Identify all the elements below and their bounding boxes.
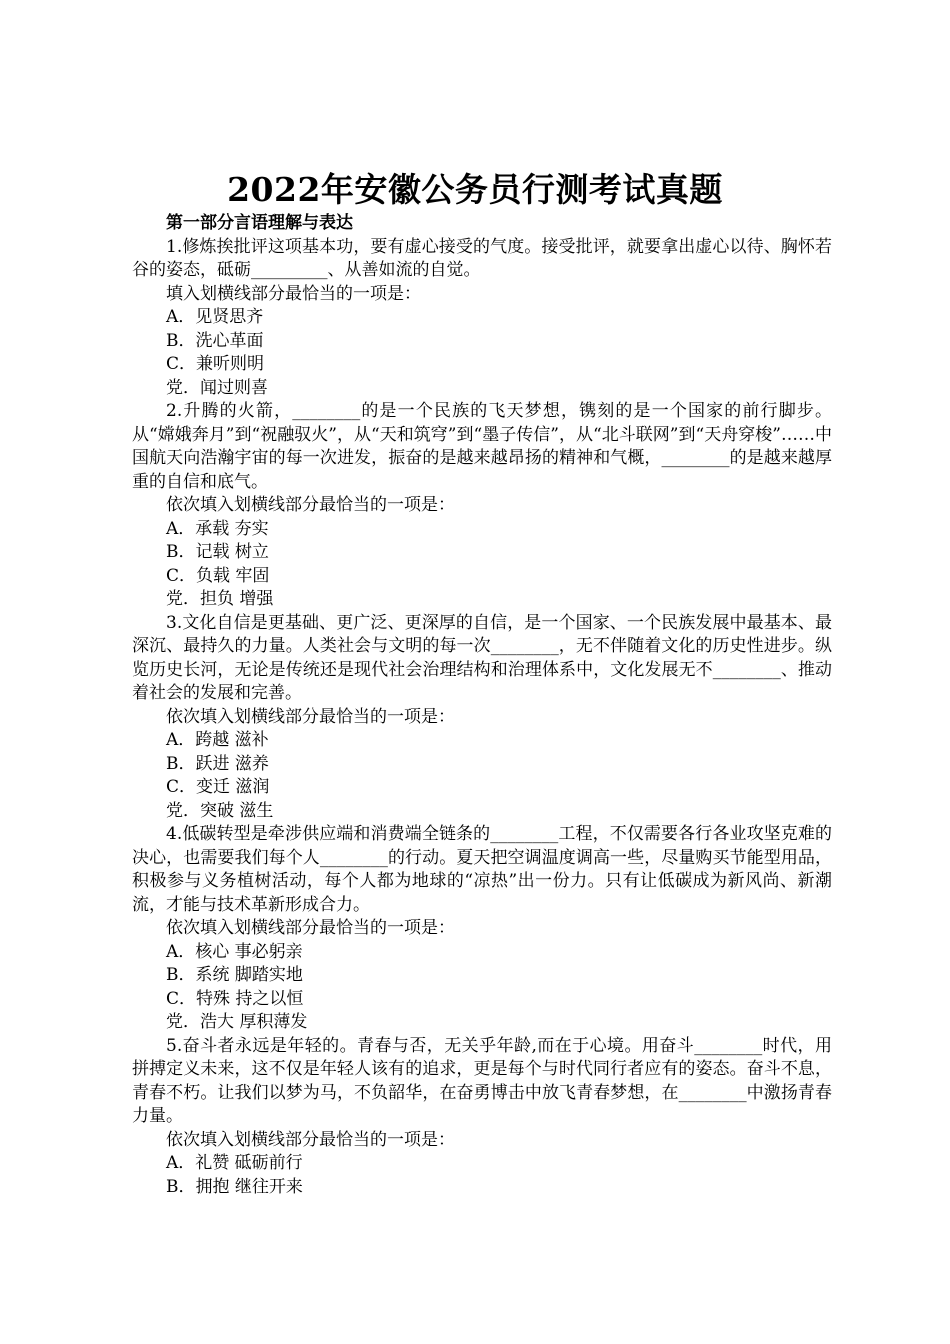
- section-heading: 第一部分言语理解与表达: [166, 213, 353, 233]
- question-4: [132, 823, 832, 1035]
- question-prompt: 依次填入划横线部分最恰当的一项是：: [166, 1129, 455, 1150]
- option-a: A．承载 夯实: [166, 518, 269, 539]
- option-c: C．兼听则明: [166, 354, 265, 374]
- option-d: 党．突破 滋生: [166, 800, 274, 821]
- option-c: C．特殊 持之以恒: [166, 988, 304, 1009]
- option-b: B．记载 树立: [166, 542, 269, 562]
- question-prompt: 填入划横线部分最恰当的一项是：: [166, 283, 421, 304]
- document-body: [132, 212, 832, 1199]
- question-prompt: 依次填入划横线部分最恰当的一项是：: [166, 918, 455, 938]
- option-a: A．见贤思齐: [166, 307, 264, 327]
- question-3: [132, 612, 832, 824]
- option-a: A．核心 事必躬亲: [166, 941, 303, 962]
- question-stem: 1.修炼挨批评这项基本功，要有虚心接受的气度。接受批评，就要拿出虚心以待、胸怀若谷的姿态，砥砺_________、从善如流的自觉。: [132, 236, 832, 280]
- question-2: [132, 400, 832, 612]
- document-title: 2022年安徽公务员行测考试真题: [227, 170, 723, 209]
- option-c: C．变迁 滋润: [166, 777, 270, 797]
- question-stem: 4.低碳转型是牵涉供应端和消费端全链条的________工程，不仅需要各行各业攻坚克难的决心，也需要我们每个人________的行动。夏天把空调温度调高一些，尽量购买节能型用品，积极参与义务植树活动，每个人都为地球的“凉热”出一份力。只有让低碳成为新风尚、新潮流，才能与技术革新形成合力。: [132, 824, 832, 915]
- option-b: B．跃进 滋养: [166, 753, 269, 774]
- option-b: B．系统 脚踏实地: [166, 965, 303, 985]
- question-prompt: 依次填入划横线部分最恰当的一项是：: [166, 706, 455, 727]
- option-a: A．礼赞 砥砺前行: [166, 1153, 303, 1173]
- option-c: C．负载 牢固: [166, 565, 270, 586]
- option-d: 党．担负 增强: [166, 589, 274, 609]
- question-stem: 5.奋斗者永远是年轻的。青春与否，无关乎年龄,而在于心境。用奋斗________时代，用拼搏定义未来，这不仅是年轻人该有的追求，更是每个与时代同行者应有的姿态。奋斗不息，青春不朽。让我们以梦为马，不负韶华，在奋勇博击中放飞青春梦想，在________中激扬青春力量。: [132, 1035, 832, 1126]
- option-d: 党．浩大 厚积薄发: [166, 1012, 308, 1032]
- question-stem: 2.升腾的火箭，________的是一个民族的飞天梦想，镌刻的是一个国家的前行脚步。从“嫦娥奔月”到“祝融驭火”，从“天和筑穹”到“墨子传信”，从“北斗联网”到“天舟穿梭”……中国航天向浩瀚宇宙的每一次进发，振奋的是越来越昂扬的精神和气概，________的是越来越厚重的自信和底气。: [132, 401, 832, 492]
- option-d: 党．闻过则喜: [166, 377, 268, 398]
- option-a: A．跨越 滋补: [166, 730, 269, 750]
- option-b: B．洗心革面: [166, 330, 264, 351]
- question-1: [132, 236, 832, 401]
- question-prompt: 依次填入划横线部分最恰当的一项是：: [166, 495, 455, 515]
- question-stem: 3.文化自信是更基础、更广泛、更深厚的自信，是一个国家、一个民族发展中最基本、最深沉、最持久的力量。人类社会与文明的每一次________，无不伴随着文化的历史性进步。纵览历史长河，无论是传统还是现代社会治理结构和治理体系中，文化发展无不________、推动着社会的发展和完善。: [132, 612, 832, 703]
- question-5: [132, 1035, 832, 1200]
- option-b: B．拥抱 继往开来: [166, 1176, 303, 1197]
